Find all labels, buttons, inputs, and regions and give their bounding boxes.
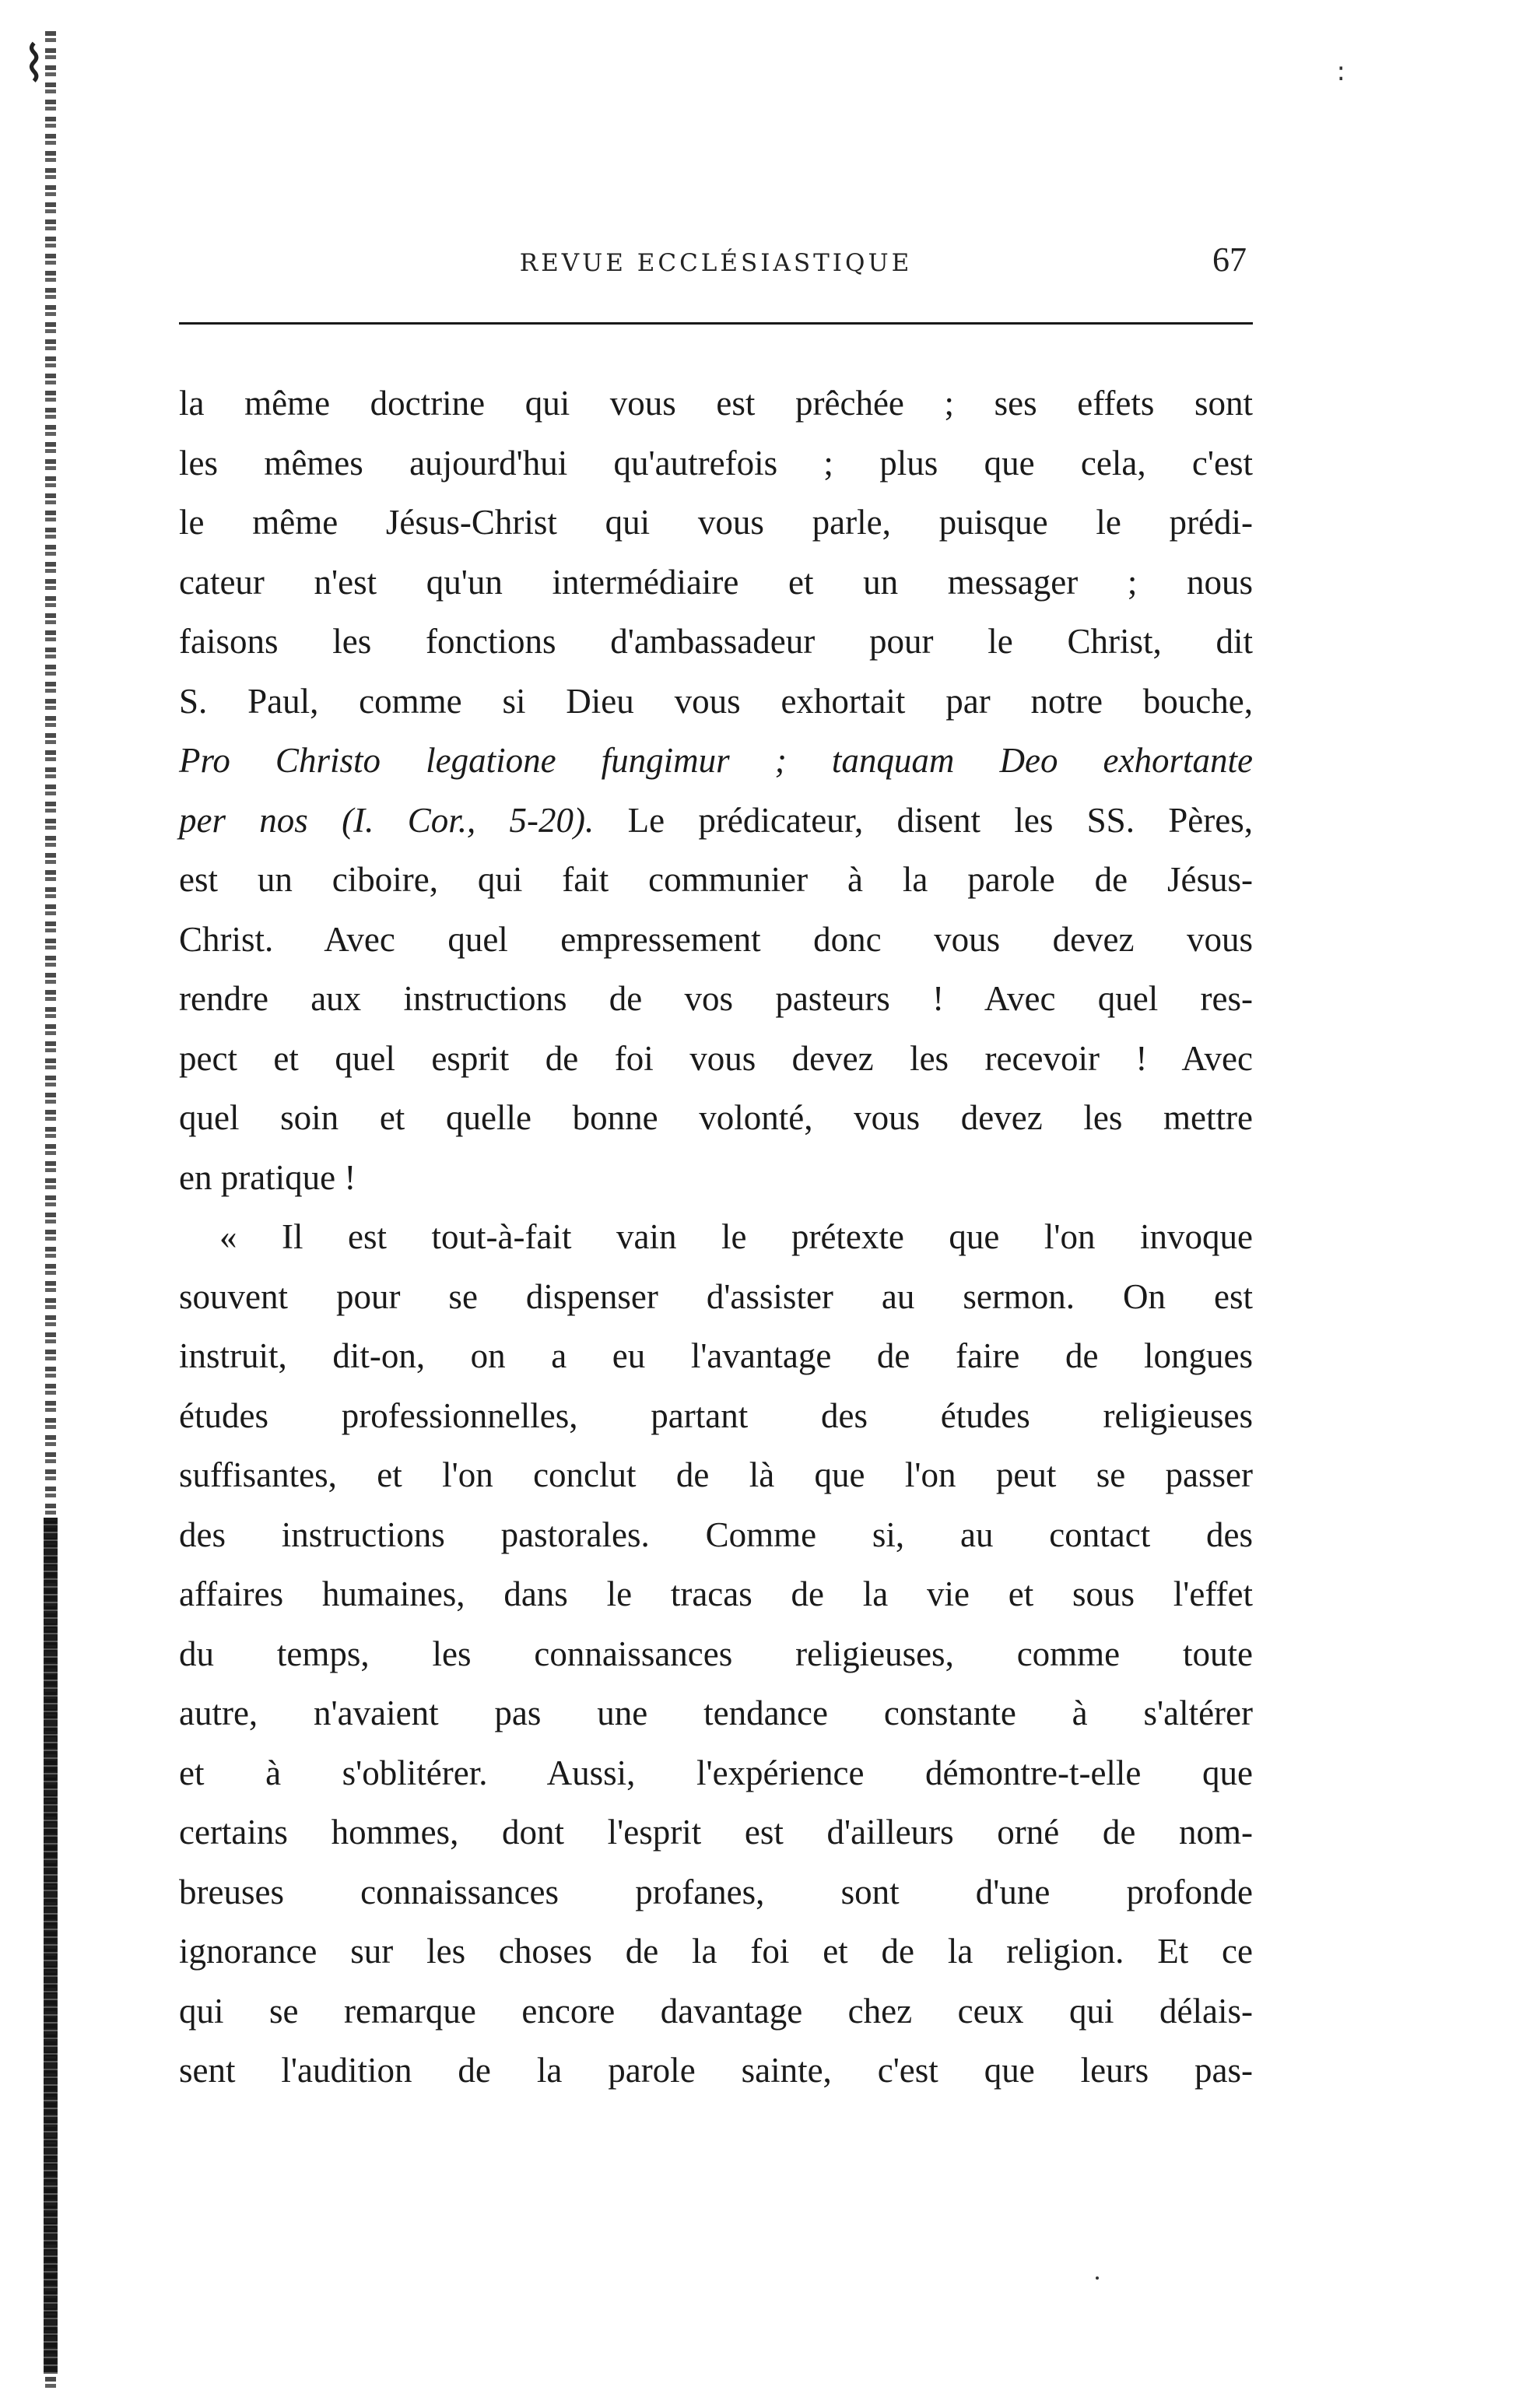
text-line: « Il est tout-à-fait vain le prétexte que l'on invoque [219,1217,1253,1256]
text-line: qui se remarque encore davantage chez ceux qui délais- [179,1991,1253,2031]
text-line: rendre aux instructions de vos pasteurs ! Avec quel res- [179,979,1253,1018]
header-rule [179,322,1253,325]
running-head: REVUE ECCLÉSIASTIQUE [519,249,913,277]
text-line: S. Paul, comme si Dieu vous exhortait par notre bouche, [179,681,1253,721]
text-line: ignorance sur les choses de la foi et de la religion. Et ce [179,1932,1253,1971]
text-line: en pratique ! [179,1157,356,1197]
paragraph [179,374,1253,1207]
text-line: études professionnelles, partant des études religieuses [179,1395,1253,1435]
text-line: affaires humaines, dans le tracas de la vie et sous l'effet [179,1574,1253,1613]
text-line: les mêmes aujourd'hui qu'autrefois ; plus que cela, c'est [179,443,1253,483]
page-header [179,233,1253,296]
paragraph [179,1207,1253,2101]
binding-edge-lower [44,1518,58,2374]
latin-quote: Pro Christo legatione fungimur ; tanquam Deo exhortante [179,741,1253,780]
text-line: est un ciboire, qui fait communier à la parole de Jésus- [179,860,1253,899]
page-number: 67 [1212,240,1247,279]
body-text [179,374,1253,2101]
text-line: souvent pour se dispenser d'assister au sermon. On est [179,1276,1253,1316]
text-line: suffisantes, et l'on conclut de là que l'on peut se passer [179,1455,1253,1494]
text-line: et à s'oblitérer. Aussi, l'expérience démontre-t-elle que [179,1753,1253,1792]
citation: per nos (I. Cor., 5-20). [179,800,595,840]
text-line: certains hommes, dont l'esprit est d'ailleurs orné de nom- [179,1813,1253,1852]
text-line-italic [179,731,1253,791]
text-line: le même Jésus-Christ qui vous parle, puisque le prédi- [179,503,1253,542]
text-line: des instructions pastorales. Comme si, au contact des [179,1515,1253,1554]
text-line: cateur n'est qu'un intermédiaire et un messager ; nous [179,562,1253,602]
binding-corner-mark: ⌇ [22,36,47,93]
text-line: faisons les fonctions d'ambassadeur pour le Christ, dit [179,622,1253,661]
text-line: autre, n'avaient pas une tendance constante à s'altérer [179,1694,1253,1732]
text-line-mixed [179,791,1253,851]
text-run: Le prédicateur, disent les SS. Pères, [594,800,1254,840]
text-line: Christ. Avec quel empressement donc vous devez vous [179,919,1253,959]
text-line: la même doctrine qui vous est prêchée ; ses effets sont [179,384,1253,423]
text-line: du temps, les connaissances religieuses, comme toute [179,1634,1253,1673]
bottom-speck [1096,2276,1099,2280]
text-line: breuses connaissances profanes, sont d'une profonde [179,1872,1253,1911]
text-line: quel soin et quelle bonne volonté, vous devez les mettre [179,1098,1253,1137]
text-line: sent l'audition de la parole sainte, c'est que leurs pas- [179,2051,1253,2090]
text-line: pect et quel esprit de foi vous devez les recevoir ! Avec [179,1038,1253,1078]
margin-speck: : [1336,56,1345,87]
text-line: instruit, dit-on, on a eu l'avantage de faire de longues [179,1336,1253,1375]
